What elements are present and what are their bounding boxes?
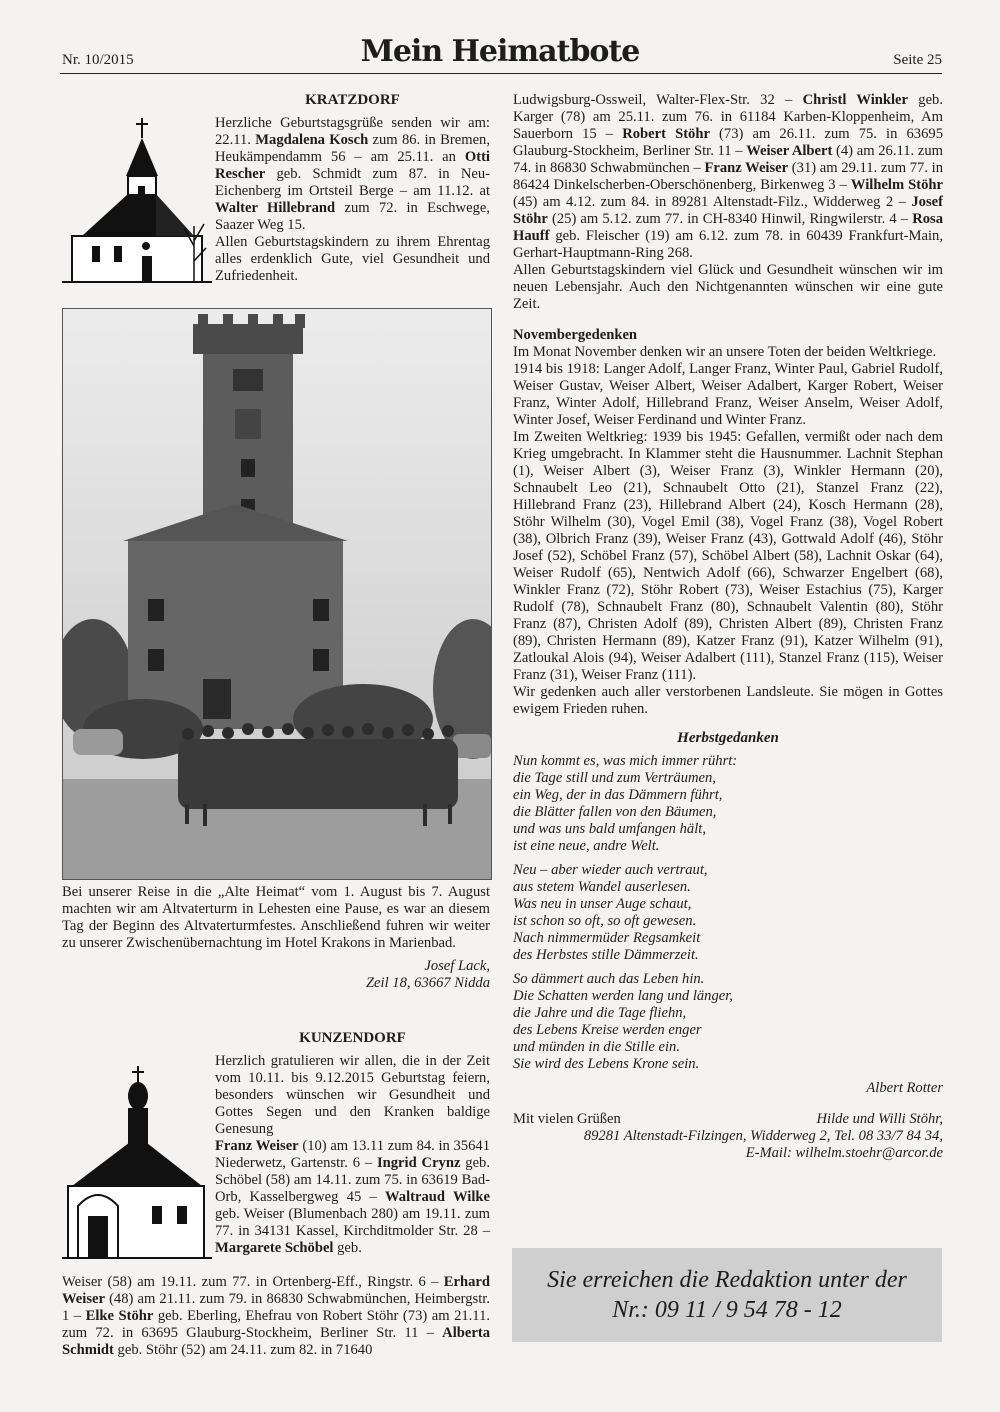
church-illustration-kratzdorf — [62, 116, 212, 292]
photo-caption-block — [62, 884, 490, 992]
kunzendorf-text: Herzlich gratulieren wir allen, die in der Zeit vom 10.11. bis 9.12.2015 Geburtstag feiern, besonders wünschen wir Gesundheit und Gottes Segen und den Kranken baldige Genesung Franz Weiser (10) am 13.11 zum 84. in 35641 Niederwetz, Gartenstr. 6 – Ingrid Crynz geb. Schöbel (58) am 14.11. zum 75. in 63619 Bad-Orb, Kasselbergweg 45 – Waltraud Wilke geb. Weiser (Blumenbach 280) am 19.11. zum 77. in 34131 Kassel, Kirchditmolder Str. 28 – Margarete Schöbel geb. — [215, 1053, 491, 1256]
contact-line-1: Sie erreichen die Redaktion unter der — [547, 1267, 907, 1293]
greeting-email: E-Mail: wilhelm.stoehr@arcor.de — [745, 1145, 943, 1161]
kunzendorf-text-continued: Weiser (58) am 19.11. zum 77. in Ortenberg-Eff., Ringstr. 6 – Erhard Weiser (48) am 21.11. zum 79. in 86830 Schwabmünchen, Heimbergstr. 1 – Elke Stöhr geb. Eberling, Ehefrau von Robert Stöhr (73) am 21.11. zum 72. in 63695 Glauburg-Stockheim, Berliner Str. 11 – Alberta Schmidt geb. Stöhr (52) am 24.11. zum 82. in 71640 — [62, 1274, 491, 1358]
contact-phone: Nr.: 09 11 / 9 54 78 - 12 — [612, 1297, 842, 1323]
greeting-row — [513, 1111, 943, 1128]
poem-text: Nun kommt es, was mich immer rührt: die Tage still und zum Verträumen, ein Weg, der in das Dämmern führt, die Blätter fallen von den Bäumen, und was uns bald umfangen hält, ist eine neue, andre Welt. Neu – aber wieder auch vertraut, aus stetem Wandel auserlesen. Was neu in unser Auge schaut, ist schon so oft, so oft gewesen. Nach nimmermüder Regsamkeit des Herbstes stille Dämmerzeit. So dämmert auch das Leben hin. Die Schatten werden lang und länger, die Jahre und die Tage fliehn, des Lebens Kreise werden enger und münden in die Stille ein. Sie wird des Lebens Krone sein. — [513, 753, 738, 1072]
kratzdorf-title: KRATZDORF — [305, 92, 400, 108]
header-rule — [60, 73, 942, 74]
altvaterturm-photo — [62, 308, 492, 880]
greeting-names: Hilde und Willi Stöhr, — [816, 1111, 943, 1127]
caption-signature-name: Josef Lack, — [424, 958, 490, 974]
church-illustration-kunzendorf — [62, 1066, 212, 1266]
greeting-address: 89281 Altenstadt-Filzingen, Widderweg 2, Tel. 08 33/7 84 34, — [583, 1128, 943, 1144]
poem-title: Herbstgedanken — [677, 730, 779, 746]
editorial-contact-box — [512, 1248, 942, 1342]
kratzdorf-section — [215, 92, 490, 285]
page-number: Seite 25 — [893, 52, 942, 68]
novembergedenken-text: Im Monat November denken wir an unsere Toten der beiden Weltkriege. 1914 bis 1918: Langer Adolf, Langer Franz, Winter Paul, Gabriel Rudolf, Weiser Gustav, Weiser Albert, Weiser Adalbert, Karger Robert, Weiser Franz, Winter Adolf, Hillebrand Franz, Weiser Anselm, Weiser Adolf, Winter Josef, Weiser Ferdinand und Winter Franz. Im Zweiten Weltkrieg: 1939 bis 1945: Gefallen, vermißt oder nach dem Krieg umgebracht. In Klammer steht die Hausnummer. Lachnit Stephan (1), Weiser Albert (3), Weiser Franz (3), Winkler Hermann (20), Schnaubelt Leo (21), Schnaubelt Otto (21), Stanzel Franz (22), Hillebrand Franz (23), Hillebrand Albert (24), Kosch Hermann (28), Stöhr Wilhelm (30), Vogel Emil (38), Vogel Franz (38), Vogel Robert (38), Olbrich Franz (39), Weiser Franz (43), Gottwald Adolf (46), Stöhr Josef (52), Schöbel Franz (57), Schöbel Albert (58), Lachnit Oskar (64), Weiser Rudolf (65), Nentwich Adolf (66), Schwarzer Engelbert (68), Winkler Franz (72), Stöhr Robert (73), Weiser Estachius (75), Karger Rudolf (78), Schnaubelt Franz (80), Schnaubelt Valentin (80), Stöhr Franz (87), Christen Adolf (89), Christen Albert (89), Christen Franz (89), Christen Hermann (89), Katzer Franz (91), Katzer Wilhelm (91), Zatloukal Alois (94), Weiser Adalbert (111), Stanzel Franz (115), Weiser Franz (31), Weiser Franz (111). Wir gedenken auch aller verstorbenen Landsleute. Sie mögen in Gottes ewigem Frieden ruhen. — [513, 344, 943, 717]
kunzendorf-title: KUNZENDORF — [299, 1030, 406, 1046]
greeting: Mit vielen Grüßen — [513, 1111, 621, 1127]
poem-author: Albert Rotter — [866, 1080, 943, 1096]
birthday-list-continued: Ludwigsburg-Ossweil, Walter-Flex-Str. 32 – Christl Winkler geb. Karger (78) am 25.11. zum 76. in 61184 Karben-Kloppenheim, Am Sauerborn 15 – Robert Stöhr (73) am 26.11. zum 75. in 63695 Glauburg-Stockheim, Berliner Str. 11 – Weiser Albert (4) am 26.11. zum 74. in 86830 Schwabmünchen – Franz Weiser (31) am 29.11. zum 77. in 86424 Dinkelscherben-Oberschönenberg, Birkenweg 3 – Wilhelm Stöhr (45) am 4.12. zum 84. in 89281 Altenstadt-Filz., Widderweg 2 – Josef Stöhr (25) am 5.12. zum 77. in CH-8340 Hinwil, Ringwilerstr. 4 – Rosa Hauff geb. Fleischer (19) am 6.12. zum 78. in 60439 Frankfurt-Main, Gerhart-Hauptmann-Ring 268. Allen Geburtstagskindern viel Glück und Gesundheit wünschen wir im neuen Lebensjahr. Auch den Nichtgenannten wünschen wir eine gute Zeit. — [513, 92, 944, 312]
issue-number: Nr. 10/2015 — [62, 52, 134, 68]
kunzendorf-section — [215, 1030, 490, 1257]
masthead-title: Mein Heimatbote — [360, 34, 640, 69]
novembergedenken-title: Novembergedenken — [513, 327, 638, 343]
kunzendorf-continued — [62, 1274, 490, 1359]
photo-caption: Bei unserer Reise in die „Alte Heimat“ vom 1. August bis 7. August machten wir am Altvaterturm in Lehesten eine Pause, es war an diesem Tag der Beginn des Altvaterturmfestes. Anschließend fuhren wir weiter zu unserer Zwischenübernachtung im Hotel Krakons in Marienbad. — [62, 884, 490, 951]
right-column — [513, 92, 943, 1162]
kratzdorf-text: Herzliche Geburtstagsgrüße senden wir am: 22.11. Magdalena Kosch zum 86. in Bremen, Heukämpendamm 56 – am 25.11. an Otti Rescher geb. Schmidt zum 87. in Neu-Eichenberg im Ortsteil Berge – am 11.12. at Walter Hillebrand zum 72. in Eschwege, Saazer Weg 15. Allen Geburtstagskindern zu ihrem Ehrentag alles erdenklich Gute, viel Gesundheit und Zufriedenheit. — [215, 115, 490, 284]
caption-signature-address: Zeil 18, 63667 Nidda — [365, 975, 490, 991]
